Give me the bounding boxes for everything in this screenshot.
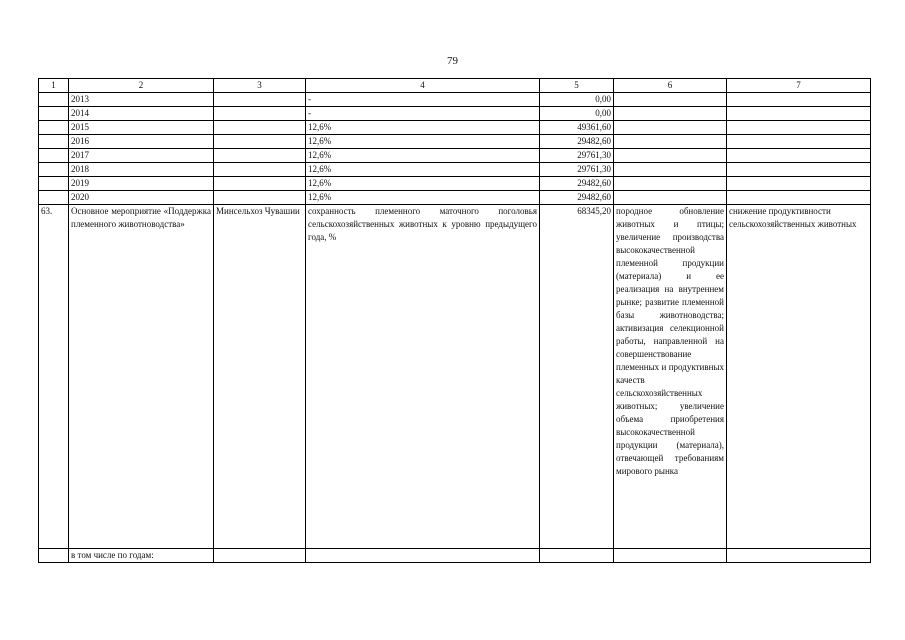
amount-cell: 29761,30 [540, 163, 614, 177]
amount-cell: 29482,60 [540, 135, 614, 149]
column-number: 2 [69, 79, 214, 93]
measure-indicator: сохранность племенного маточного поголовья сельскохозяйственных животных к уровню предыдущего года, % [306, 205, 540, 549]
amount-cell: 0,00 [540, 107, 614, 121]
column-number: 3 [214, 79, 306, 93]
indicator-value: - [306, 93, 540, 107]
year-row [39, 107, 871, 121]
year-cell: 2015 [69, 121, 214, 135]
measure-executor: Минсельхоз Чувашии [214, 205, 306, 549]
by-years-row [39, 549, 871, 563]
year-row [39, 93, 871, 107]
indicator-value: 12,6% [306, 191, 540, 205]
year-row [39, 149, 871, 163]
year-cell: 2020 [69, 191, 214, 205]
year-cell: 2018 [69, 163, 214, 177]
year-cell: 2017 [69, 149, 214, 163]
measure-expected-result: породное обновление животных и птицы; увеличение производства высококачественной племенной продукции (материала) и ее реализация на внутреннем рынке; развитие племенной базы животноводства; активизация селекционной работы, направленной на совершенствование племенных и продуктивных качеств сельскохозяйственных животных; увеличение объема приобретения высококачественной продукции (материала), отвечающей требованиям мирового рынка [614, 205, 727, 549]
measure-consequence: снижение продуктивности сельскохозяйственных животных [727, 205, 871, 549]
amount-cell: 0,00 [540, 93, 614, 107]
page-number: 79 [447, 55, 458, 67]
amount-cell: 29482,60 [540, 191, 614, 205]
column-number-row [39, 79, 871, 93]
year-cell: 2016 [69, 135, 214, 149]
amount-cell: 29761,30 [540, 149, 614, 163]
year-row [39, 177, 871, 191]
column-number: 1 [39, 79, 69, 93]
measure-number: 63. [39, 205, 69, 549]
year-row [39, 135, 871, 149]
amount-cell: 29482,60 [540, 177, 614, 191]
measure-row [39, 205, 871, 549]
indicator-value: 12,6% [306, 149, 540, 163]
indicator-value: 12,6% [306, 177, 540, 191]
measure-amount: 68345,20 [540, 205, 614, 549]
year-cell: 2013 [69, 93, 214, 107]
indicator-value: 12,6% [306, 163, 540, 177]
year-cell: 2019 [69, 177, 214, 191]
year-row [39, 163, 871, 177]
measure-name: Основное мероприятие «Поддержка племенного животноводства» [69, 205, 214, 549]
indicator-value: 12,6% [306, 121, 540, 135]
column-number: 7 [727, 79, 871, 93]
program-table [38, 78, 871, 563]
year-row [39, 191, 871, 205]
amount-cell: 49361,60 [540, 121, 614, 135]
year-row [39, 121, 871, 135]
column-number: 6 [614, 79, 727, 93]
year-cell: 2014 [69, 107, 214, 121]
indicator-value: 12,6% [306, 135, 540, 149]
indicator-value: - [306, 107, 540, 121]
column-number: 4 [306, 79, 540, 93]
by-years-label: в том числе по годам: [69, 549, 214, 563]
column-number: 5 [540, 79, 614, 93]
